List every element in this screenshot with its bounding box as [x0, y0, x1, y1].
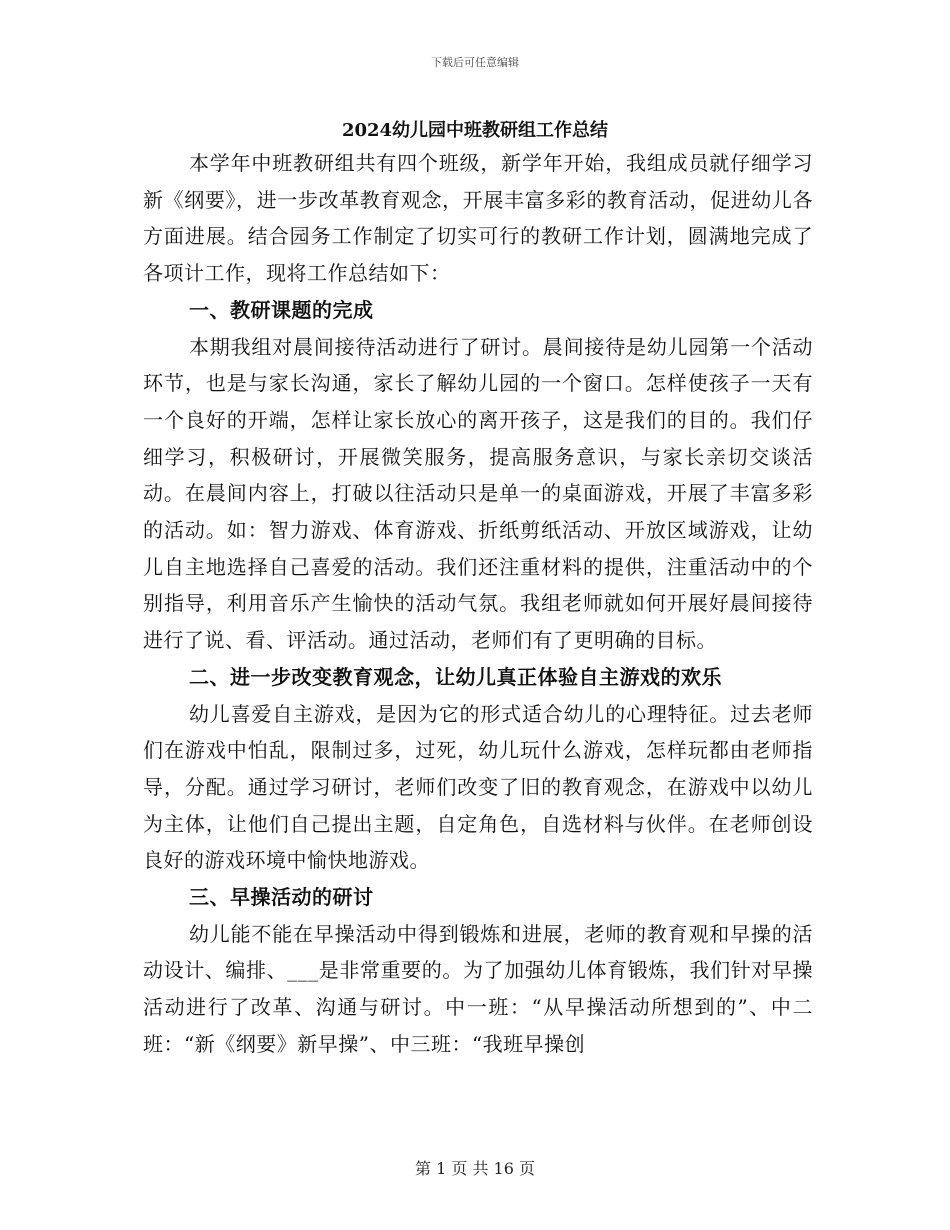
page-footer: 第 1 页 共 16 页: [415, 1159, 535, 1178]
section-heading-3: 三、早操活动的研讨: [189, 885, 374, 910]
intro-paragraph: 本学年中班教研组共有四个班级，新学年开始，我组成员就仔细学习新《纲要》，进一步改革教育观念，开展丰富多彩的教育活动，促进幼儿各方面进展。结合园务工作制定了切实可行的教研工作计划，圆满地完成了各项计工作，现将工作总结如下：: [143, 151, 813, 286]
section-body-2: 幼儿喜爱自主游戏，是因为它的形式适合幼儿的心理特征。过去老师们在游戏中怕乱，限制过多，过死，幼儿玩什么游戏，怎样玩都由老师指导，分配。通过学习研讨，老师们改变了旧的教育观念，在游戏中以幼儿为主体，让他们自己提出主题，自定角色，自选材料与伙伴。在老师创设良好的游戏环境中愉快地游戏。: [143, 701, 813, 873]
section-body-1: 本期我组对晨间接待活动进行了研讨。晨间接待是幼儿园第一个活动环节，也是与家长沟通，家长了解幼儿园的一个窗口。怎样使孩子一天有一个良好的开端，怎样让家长放心的离开孩子，这是我们的目的。我们仔细学习，积极研讨，开展微笑服务，提高服务意识，与家长亲切交谈活动。在晨间内容上，打破以往活动只是单一的桌面游戏，开展了丰富多彩的活动。如：智力游戏、体育游戏、折纸剪纸活动、开放区域游戏，让幼儿自主地选择自己喜爱的活动。我们还注重材料的提供，注重活动中的个别指导，利用音乐产生愉快的活动气氛。我组老师就如何开展好晨间接待进行了说、看、评活动。通过活动，老师们有了更明确的目标。: [143, 334, 813, 653]
section-heading-1: 一、教研课题的完成: [189, 297, 374, 322]
section-heading-2: 二、进一步改变教育观念，让幼儿真正体验自主游戏的欢乐: [189, 664, 722, 689]
header-note: 下载后可任意编辑: [431, 56, 519, 69]
section-body-3: 幼儿能不能在早操活动中得到锻炼和进展，老师的教育观和早操的活动设计、编排、___是非常重要的。为了加强幼儿体育锻炼，我们针对早操活动进行了改革、沟通与研讨。中一班：“从早操活动所想到的”、中二班：“新《纲要》新早操”、中三班：“我班早操创: [143, 921, 813, 1056]
document-title: 2024幼儿园中班教研组工作总结: [341, 120, 609, 141]
document-body: [143, 145, 813, 1063]
